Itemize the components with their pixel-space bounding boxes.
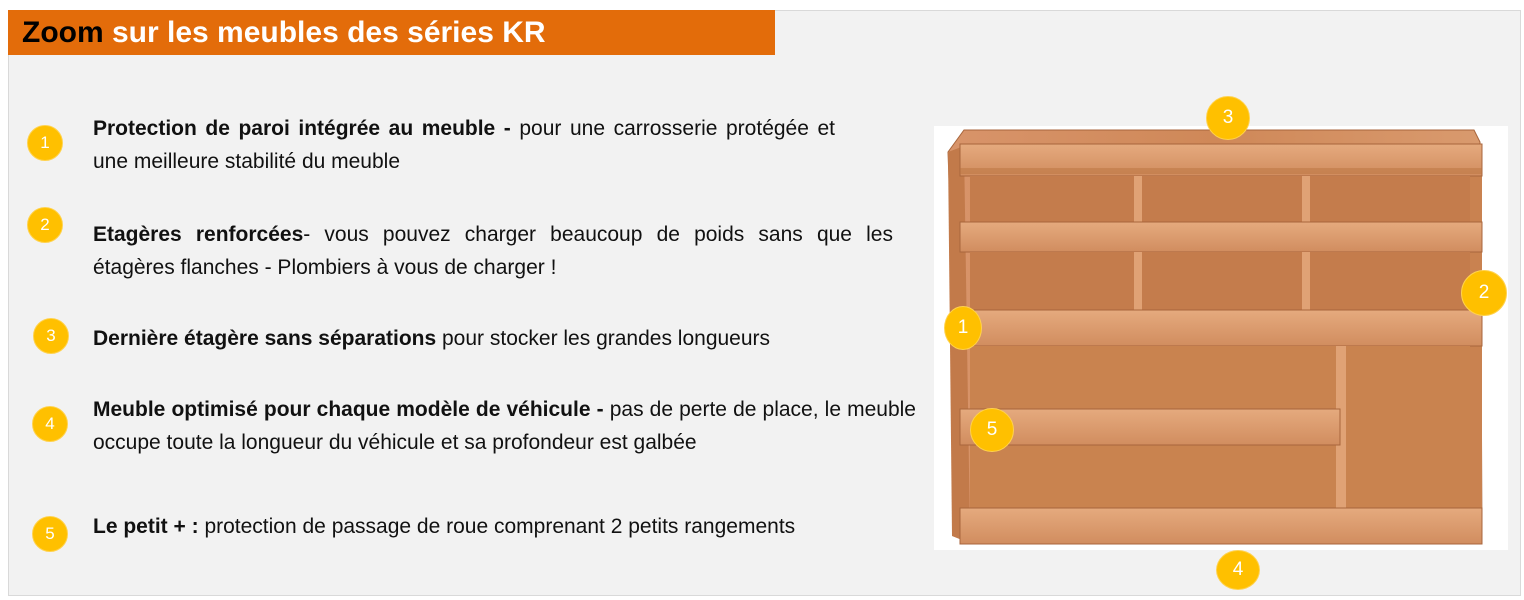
list-item-3 [93, 322, 913, 355]
list-item-4-text: pas de perte de place, le meuble occupe toute la longueur du véhicule et sa profondeur est galbée [93, 398, 916, 454]
list-item-5 [93, 510, 923, 543]
list-badge-2: 2 [27, 207, 63, 243]
page-title [22, 16, 546, 50]
list-item-2-text: - vous pouvez charger beaucoup de poids sans que les étagères flanches - Plombiers à vous de charger ! [93, 223, 893, 279]
callout-badge-3: 3 [1206, 96, 1250, 140]
list-badge-4: 4 [32, 406, 68, 442]
list-item-1-bold: Protection de paroi intégrée au meuble - [93, 117, 511, 140]
callout-badge-1: 1 [944, 306, 982, 350]
list-item-1 [93, 112, 835, 178]
list-item-5-bold: Le petit + : [93, 515, 199, 538]
list-badge-1: 1 [27, 125, 63, 161]
title-highlight: Zoom [22, 16, 104, 49]
furniture-image [934, 126, 1508, 550]
list-item-2-bold: Etagères renforcées [93, 223, 304, 246]
list-item-4-bold: Meuble optimisé pour chaque modèle de véhicule - [93, 398, 604, 421]
list-badge-3: 3 [33, 318, 69, 354]
shelf-unit-illustration [934, 126, 1508, 550]
list-badge-5: 5 [32, 516, 68, 552]
title-banner [8, 10, 775, 55]
callout-badge-5: 5 [970, 408, 1014, 452]
list-item-1-text: pour une carrosserie protégée et une meilleure stabilité du meuble [93, 117, 835, 173]
callout-badge-2: 2 [1461, 270, 1507, 316]
list-item-4 [93, 393, 916, 459]
list-item-3-text: pour stocker les grandes longueurs [436, 327, 771, 350]
list-item-3-bold: Dernière étagère sans séparations [93, 327, 437, 350]
title-rest: sur les meubles des séries KR [103, 16, 546, 49]
callout-badge-4: 4 [1216, 550, 1260, 590]
list-item-2 [93, 218, 893, 284]
list-item-5-text: protection de passage de roue comprenant 2 petits rangements [198, 515, 796, 538]
